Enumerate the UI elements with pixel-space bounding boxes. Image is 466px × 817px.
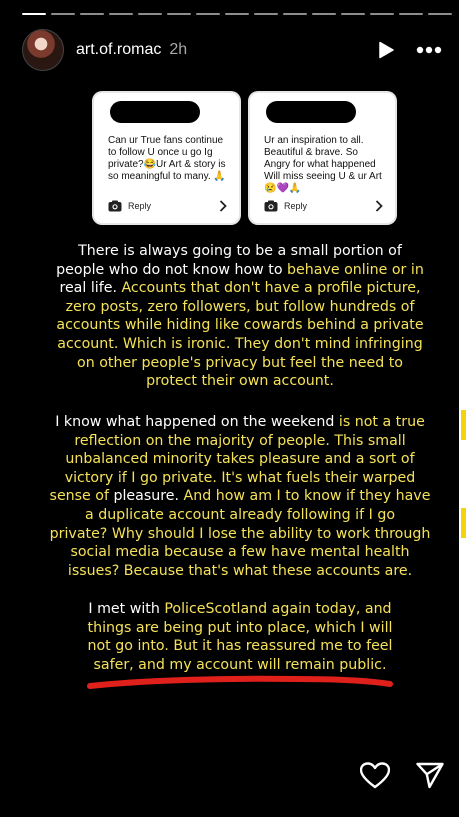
- message-text: Can ur True fans continue to follow U once u go Ig private?😂Ur Art & story is so meaningful to many. 🙏: [108, 135, 226, 182]
- underline-mark: [86, 672, 396, 694]
- story-progress-bar: [22, 13, 452, 16]
- text-span: pleasure.: [113, 488, 184, 505]
- reply-label: Reply: [128, 201, 152, 211]
- message-card: [250, 93, 395, 223]
- story-paragraph: [30, 413, 450, 580]
- highlight-text: victory if I go private. It's what fuels their warped: [64, 469, 416, 486]
- highlight-text: not go into. But it has reassured me to feel: [87, 638, 393, 655]
- progress-segment: [283, 13, 307, 15]
- highlight-text: PoliceScotland again today, and: [164, 601, 392, 617]
- chevron-right-icon: [219, 200, 227, 212]
- reply-bar: [250, 189, 395, 223]
- progress-segment: [399, 13, 423, 15]
- text-span: I know what happened on the weekend: [55, 414, 339, 430]
- highlight-text: issues? Because that's what these accounts are.: [67, 562, 413, 579]
- progress-segment: [370, 13, 394, 15]
- avatar[interactable]: [22, 29, 64, 71]
- camera-icon: [108, 200, 122, 212]
- highlight-text: a duplicate account already following if I go: [84, 506, 396, 523]
- send-icon[interactable]: [416, 762, 444, 789]
- text-line: [30, 600, 450, 619]
- highlight-text: private? Why should I lose the ability to work through: [49, 525, 431, 542]
- heart-icon[interactable]: [360, 762, 390, 789]
- story-footer: [360, 762, 444, 789]
- progress-segment: [167, 13, 191, 15]
- text-span: I met with: [88, 601, 165, 617]
- progress-segment: [312, 13, 336, 15]
- highlight-text: zero posts, zero followers, but follow hundreds of: [65, 298, 415, 315]
- play-icon[interactable]: [378, 41, 394, 59]
- progress-segment: [341, 13, 365, 15]
- post-time: 2h: [169, 41, 188, 58]
- redaction-mark: [110, 101, 200, 123]
- progress-segment: [254, 13, 278, 15]
- text-line: [30, 487, 450, 506]
- progress-segment: [80, 13, 104, 15]
- progress-segment: [51, 13, 75, 15]
- highlight-text: accounts while hiding like cowards behind a private: [56, 317, 424, 334]
- progress-segment: [225, 13, 249, 15]
- highlight-text: protect their own account.: [146, 373, 334, 390]
- story-paragraph: [30, 242, 450, 391]
- redaction-mark: [266, 101, 356, 123]
- message-card: [94, 93, 239, 223]
- highlight-text: reflection on the majority of people. This small: [74, 432, 406, 449]
- username[interactable]: art.of.romac: [76, 41, 162, 58]
- progress-segment: [196, 13, 220, 15]
- text-span: real life.: [59, 280, 122, 297]
- highlight-text: And how am I to know if they have: [183, 488, 431, 505]
- highlight-text: social media because a few have mental health: [70, 544, 410, 561]
- highlight-text: account. Which is ironic. They don't mind infringing: [57, 335, 423, 352]
- edge-highlight: [461, 508, 466, 538]
- highlight-text: is not a true: [338, 414, 425, 430]
- text-span: people who do not know how to: [56, 261, 288, 278]
- highlight-text: safer, and my account will remain public.: [93, 656, 387, 673]
- camera-icon: [264, 200, 278, 212]
- reply-label: Reply: [284, 201, 308, 211]
- message-text: Ur an inspiration to all. Beautiful & brave. So Angry for what happened Will miss seeing U & ur Art😢💜🙏: [264, 135, 382, 194]
- more-icon[interactable]: [416, 46, 442, 54]
- highlight-text: unbalanced minority takes pleasure and a sort of: [65, 451, 415, 468]
- edge-highlight: [461, 410, 466, 440]
- highlight-text: things are being put into place, which I will: [87, 619, 393, 636]
- highlight-text: on other people's privacy but feel the need to: [77, 354, 403, 371]
- progress-segment: [109, 13, 133, 15]
- progress-segment: [138, 13, 162, 15]
- story-header: [22, 30, 442, 70]
- progress-segment: [22, 13, 46, 15]
- story-paragraph: [30, 600, 450, 674]
- text-line: [30, 279, 450, 298]
- highlight-text: Accounts that don't have a profile picture,: [121, 280, 421, 297]
- text-line: [30, 261, 450, 280]
- text-line: [30, 413, 450, 432]
- reply-bar: [94, 189, 239, 223]
- progress-segment: [428, 13, 452, 15]
- text-line: There is always going to be a small portion of: [78, 243, 402, 259]
- chevron-right-icon: [375, 200, 383, 212]
- highlight-text: behave online or in: [287, 261, 424, 278]
- highlight-text: sense of: [49, 488, 114, 505]
